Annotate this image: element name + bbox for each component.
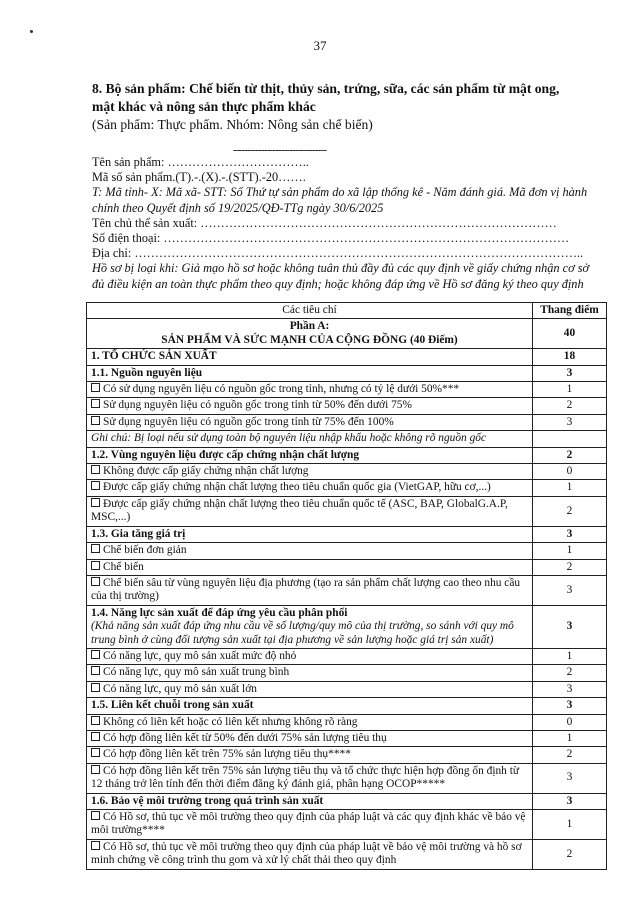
score-cell: 1 (533, 648, 607, 664)
criteria-cell (87, 559, 533, 575)
score-cell: 0 (533, 464, 607, 480)
disqualify-note: Hồ sơ bị loại khi: Giả mạo hồ sơ hoặc không tuân thủ đầy đủ các quy định về giấy chứng nhận cơ sở đủ điều kiện an toàn thực phẩm theo quy định; hoặc không đáp ứng về Hồ sơ đăng ký theo quy định (92, 261, 590, 291)
table-row (87, 698, 607, 714)
table-row (87, 810, 607, 840)
criteria-cell (87, 730, 533, 746)
score-cell: 3 (533, 526, 607, 542)
table-header-row (87, 303, 607, 319)
checkbox[interactable] (91, 561, 100, 570)
score-cell: 2 (533, 559, 607, 575)
criteria-cell: 1.3. Gia tăng giá trị (87, 526, 533, 542)
product-group-subtitle: (Sản phẩm: Thực phẩm. Nhóm: Nông sản chế biến) (92, 117, 373, 132)
option-label: Sử dụng nguyên liệu có nguồn gốc trong tỉnh từ 75% đến 100% (103, 415, 394, 428)
criteria-cell (87, 747, 533, 763)
table-row (87, 464, 607, 480)
option-label: Chế biến đơn giản (103, 544, 187, 557)
table-row (87, 575, 607, 605)
checkbox[interactable] (91, 481, 100, 490)
criteria-cell (87, 648, 533, 664)
table-row (87, 747, 607, 763)
table-row (87, 496, 607, 526)
score-cell: 1 (533, 543, 607, 559)
table-row (87, 681, 607, 697)
part-a-score: 40 (533, 319, 607, 349)
criteria-cell (87, 665, 533, 681)
title-line-2: mật khác và nông sản thực phẩm khác (92, 99, 316, 114)
table-row (87, 398, 607, 414)
section-heading (92, 80, 602, 134)
checkbox[interactable] (91, 650, 100, 659)
criteria-cell: 1.6. Bảo vệ môi trường trong quá trình sản xuất (87, 793, 533, 809)
criteria-cell: 1.2. Vùng nguyên liệu được cấp chứng nhận chất lượng (87, 447, 533, 463)
option-label: Có năng lực, quy mô sản xuất mức độ nhỏ (103, 649, 297, 662)
title-line-1: 8. Bộ sản phẩm: Chế biến từ thịt, thủy sản, trứng, sữa, các sản phẩm từ mật ong, (92, 81, 560, 96)
criteria-cell: Ghi chú: Bị loại nếu sử dụng toàn bộ nguyên liệu nhập khẩu hoặc không rõ nguồn gốc (87, 431, 533, 447)
score-cell: 3 (533, 763, 607, 793)
checkbox[interactable] (91, 498, 100, 507)
table-row (87, 414, 607, 430)
score-cell: 1 (533, 480, 607, 496)
score-cell: 3 (533, 605, 607, 648)
score-cell: 2 (533, 447, 607, 463)
criteria-cell (87, 714, 533, 730)
address-field: Địa chỉ: ……………………………………………………………………………………………….. (92, 246, 584, 261)
score-cell: 3 (533, 414, 607, 430)
code-note: T: Mã tỉnh- X: Mã xã- STT: Số Thứ tự sản phẩm do xã lập thống kê - Năm đánh giá. Mã đơn vị hành chính theo Quyết định số 19/2025/QĐ-TTg ngày 30/6/2025 (92, 185, 588, 215)
criteria-cell (87, 496, 533, 526)
score-cell: 2 (533, 747, 607, 763)
checkbox[interactable] (91, 841, 100, 850)
criteria-cell (87, 575, 533, 605)
option-label: Được cấp giấy chứng nhận chất lượng theo tiêu chuẩn quốc tế (ASC, BAP, GlobalG.A.P, MSC,...) (91, 497, 508, 524)
checkbox[interactable] (91, 577, 100, 586)
table-row (87, 763, 607, 793)
table-row (87, 543, 607, 559)
option-label: Có hợp đồng liên kết trên 75% sản lượng tiêu thụ**** (103, 748, 351, 761)
checkbox[interactable] (91, 683, 100, 692)
table-row (87, 559, 607, 575)
criteria-explanation: (Khả năng sản xuất đáp ứng nhu cầu về số lượng/quy mô của thị trường, so sánh với quy mô trung bình ở cùng đối tượng sản xuất tại địa phương về sản lượng hoặc giá trị sản xuất) (91, 620, 514, 646)
criteria-cell (87, 839, 533, 869)
score-cell (533, 431, 607, 447)
score-cell: 2 (533, 839, 607, 869)
option-label: Có Hồ sơ, thủ tục về môi trường theo quy định của pháp luật về bảo vệ môi trường và hồ sơ minh chứng về công trình thu gom và xử lý chất thải theo quy định (91, 840, 522, 867)
scoring-table (86, 302, 607, 870)
criteria-cell: 1. TỔ CHỨC SẢN XUẤT (87, 349, 533, 365)
separator-line: --------------------------------- (233, 145, 327, 156)
checkbox[interactable] (91, 383, 100, 392)
phone-field: Số điện thoại: ……………………………………………………………………………………… (92, 231, 570, 246)
part-a-row (87, 319, 607, 349)
checkbox[interactable] (91, 399, 100, 408)
table-row (87, 839, 607, 869)
score-cell: 2 (533, 496, 607, 526)
table-row (87, 714, 607, 730)
score-cell: 2 (533, 398, 607, 414)
score-cell: 3 (533, 793, 607, 809)
table-row (87, 665, 607, 681)
header-criteria: Các tiêu chí (87, 303, 533, 319)
part-a-cell (87, 319, 533, 349)
criteria-cell (87, 605, 533, 648)
owner-field: Tên chủ thể sản xuất: …………………………………………………………………………… (92, 215, 557, 230)
table-row (87, 447, 607, 463)
score-cell: 0 (533, 714, 607, 730)
criteria-cell (87, 414, 533, 430)
criteria-cell (87, 681, 533, 697)
criteria-cell (87, 480, 533, 496)
option-label: Sử dụng nguyên liệu có nguồn gốc trong tỉnh từ 50% đến dưới 75% (103, 399, 412, 412)
checkbox[interactable] (91, 716, 100, 725)
criteria-cell (87, 398, 533, 414)
product-info-block (92, 155, 604, 292)
checkbox[interactable] (91, 765, 100, 774)
table-row (87, 382, 607, 398)
page-number: 37 (313, 38, 327, 53)
part-a-label: Phần A: (289, 320, 330, 333)
table-row (87, 365, 607, 381)
criteria-title: 1.4. Năng lực sản xuất để đáp ứng yêu cầu phân phối (91, 606, 348, 619)
table-row (87, 480, 607, 496)
criteria-cell (87, 382, 533, 398)
table-row (87, 431, 607, 447)
checkbox[interactable] (91, 811, 100, 820)
checkbox[interactable] (91, 732, 100, 741)
criteria-cell: 1.1. Nguồn nguyên liệu (87, 365, 533, 381)
table-row (87, 730, 607, 746)
option-label: Có năng lực, quy mô sản xuất trung bình (103, 666, 290, 679)
header-score: Thang điểm (533, 303, 607, 319)
checkbox[interactable] (91, 748, 100, 757)
option-label: Có sử dụng nguyên liệu có nguồn gốc trong tỉnh, nhưng có tỷ lệ dưới 50%*** (103, 383, 460, 396)
score-cell: 1 (533, 382, 607, 398)
option-label: Có năng lực, quy mô sản xuất lớn (103, 682, 257, 695)
criteria-cell (87, 543, 533, 559)
checkbox[interactable] (91, 416, 100, 425)
option-label: Có hợp đồng liên kết trên 75% sản lượng tiêu thụ và tổ chức thực hiện hợp đồng ổn định từ 12 tháng trở lên tính đến thời điểm đăng ký đánh giá, phân hạng OCOP***** (91, 764, 520, 791)
option-label: Được cấp giấy chứng nhận chất lượng theo tiêu chuẩn quốc gia (VietGAP, hữu cơ,...) (103, 481, 491, 494)
checkbox[interactable] (91, 465, 100, 474)
table-row (87, 793, 607, 809)
table-row (87, 526, 607, 542)
score-cell: 3 (533, 681, 607, 697)
product-name-field: Tên sản phẩm: …………………………….. (92, 155, 309, 169)
criteria-cell (87, 464, 533, 480)
product-code-field: Mã số sản phẩm.(T).-.(X).-.(STT).-20……. (92, 170, 306, 185)
checkbox[interactable] (91, 544, 100, 553)
score-cell: 1 (533, 810, 607, 840)
option-label: Chế biến sâu từ vùng nguyên liệu địa phương (tạo ra sản phẩm chất lượng cao theo nhu cầu của thị trường) (91, 576, 521, 603)
margin-dot (30, 30, 33, 33)
option-label: Không được cấp giấy chứng nhận chất lượng (103, 465, 309, 478)
part-a-title: SẢN PHẨM VÀ SỨC MẠNH CỦA CỘNG ĐỒNG (40 Điểm) (161, 333, 458, 346)
table-row (87, 648, 607, 664)
table-row (87, 605, 607, 648)
criteria-cell (87, 810, 533, 840)
option-label: Có hợp đồng liên kết từ 50% đến dưới 75% sản lượng tiêu thụ (103, 731, 387, 744)
option-label: Có Hồ sơ, thủ tục về môi trường theo quy định của pháp luật và các quy định khác về bảo vệ môi trường**** (91, 811, 526, 837)
score-cell: 3 (533, 698, 607, 714)
criteria-cell (87, 763, 533, 793)
option-label: Chế biến (103, 560, 144, 573)
score-cell: 18 (533, 349, 607, 365)
score-cell: 2 (533, 665, 607, 681)
table-row (87, 349, 607, 365)
checkbox[interactable] (91, 666, 100, 675)
score-cell: 3 (533, 575, 607, 605)
criteria-cell: 1.5. Liên kết chuỗi trong sản xuất (87, 698, 533, 714)
score-cell: 3 (533, 365, 607, 381)
score-cell: 1 (533, 730, 607, 746)
option-label: Không có liên kết hoặc có liên kết nhưng không rõ ràng (103, 715, 358, 728)
